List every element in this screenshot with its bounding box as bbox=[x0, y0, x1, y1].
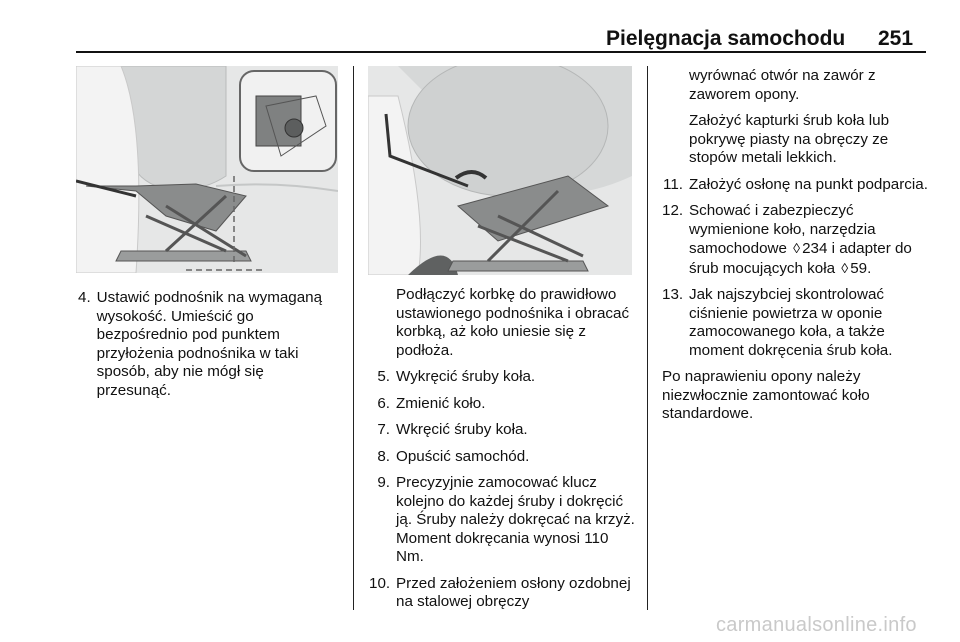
list-item bbox=[662, 202, 932, 278]
step-continuation: wyrównać otwór na zawór z zaworem opony. bbox=[689, 67, 876, 103]
column-divider-2 bbox=[647, 66, 648, 610]
list-item-text-part: Schować i zabezpieczyć wymienione koło, narzędzia samochodowe bbox=[689, 202, 876, 257]
page-reference-icon[interactable]: ◊ bbox=[841, 259, 849, 276]
list-item-number: 5. bbox=[377, 368, 390, 385]
list-item-number: 11. bbox=[663, 175, 683, 193]
list-item bbox=[369, 368, 635, 387]
list-item-number: 8. bbox=[377, 447, 390, 465]
jack-crank-figure bbox=[368, 66, 632, 275]
list-item-text: Wykręcić śruby koła. bbox=[396, 368, 536, 385]
list-item-number: 4. bbox=[78, 289, 91, 306]
list-item bbox=[369, 421, 635, 440]
list-item-text: Zmienić koło. bbox=[396, 394, 486, 412]
list-item-number: 9. bbox=[377, 474, 390, 491]
list-item-text: Opuścić samochód. bbox=[396, 447, 530, 465]
jack-placement-illustration bbox=[76, 66, 338, 273]
list-item bbox=[369, 474, 635, 567]
list-item-number: 13. bbox=[662, 286, 684, 303]
list-item-text bbox=[689, 202, 932, 278]
list-item bbox=[369, 448, 635, 467]
list-item bbox=[662, 286, 932, 360]
step-intro: Podłączyć korbkę do prawidłowo ustawionego podnośnika i obracać korbką, aż koło uniesie się z podłoża. bbox=[396, 286, 630, 359]
step-continuation: Założyć kapturki śrub koła lub pokrywę piasty na obręczy ze stopów metali lekkich. bbox=[689, 112, 890, 166]
list-item-text: Wkręcić śruby koła. bbox=[396, 421, 528, 438]
column-3-text bbox=[662, 67, 932, 432]
page-reference[interactable]: 59. bbox=[850, 259, 872, 277]
page-number: 251 bbox=[878, 27, 914, 50]
list-item-text: Przed założeniem osłony ozdobnej na stalowej obręczy bbox=[396, 574, 631, 610]
list-item bbox=[662, 176, 932, 195]
page-reference-icon[interactable]: ◊ bbox=[793, 240, 801, 256]
jack-crank-illustration bbox=[368, 66, 632, 275]
column-2-text bbox=[369, 286, 635, 620]
watermark: carmanualsonline.info bbox=[716, 614, 917, 636]
list-item-number: 6. bbox=[377, 394, 390, 412]
page-title: Pielęgnacja samochodu bbox=[606, 27, 846, 50]
list-item-text: Jak najszybciej skontrolować ciśnienie powietrza w oponie zamocowanego koła, a także moment dokręcenia śrub koła. bbox=[689, 286, 893, 359]
list-item-text: Założyć osłonę na punkt podparcia. bbox=[689, 175, 928, 193]
list-item-number: 12. bbox=[662, 202, 684, 219]
header-divider bbox=[76, 51, 926, 53]
list-item-number: 7. bbox=[377, 421, 390, 438]
column-divider-1 bbox=[353, 66, 354, 610]
list-item-number: 10. bbox=[369, 574, 391, 592]
list-item-text: Precyzyjnie zamocować klucz kolejno do każdej śruby i dokręcić ją. Śruby należy dokręcać na krzyż. Moment dokręcania wynosi 110 Nm. bbox=[396, 474, 635, 565]
page-reference[interactable]: 234 bbox=[802, 240, 828, 257]
column-1-text bbox=[78, 289, 340, 408]
list-item-text-part: i adapter do śrub mocujących koła bbox=[689, 240, 912, 277]
list-item bbox=[369, 575, 635, 612]
list-item-text: Ustawić podnośnik na wymaganą wysokość. Umieścić go bezpośrednio pod punktem przyłożenia podnośnika w taki sposób, aby nie mógł się przesunąć. bbox=[96, 289, 323, 399]
closing-paragraph: Po naprawieniu opony należy niezwłocznie zamontować koło standardowe. bbox=[662, 368, 870, 422]
list-item bbox=[369, 395, 635, 414]
jack-placement-figure bbox=[76, 66, 338, 273]
list-item bbox=[78, 289, 340, 400]
